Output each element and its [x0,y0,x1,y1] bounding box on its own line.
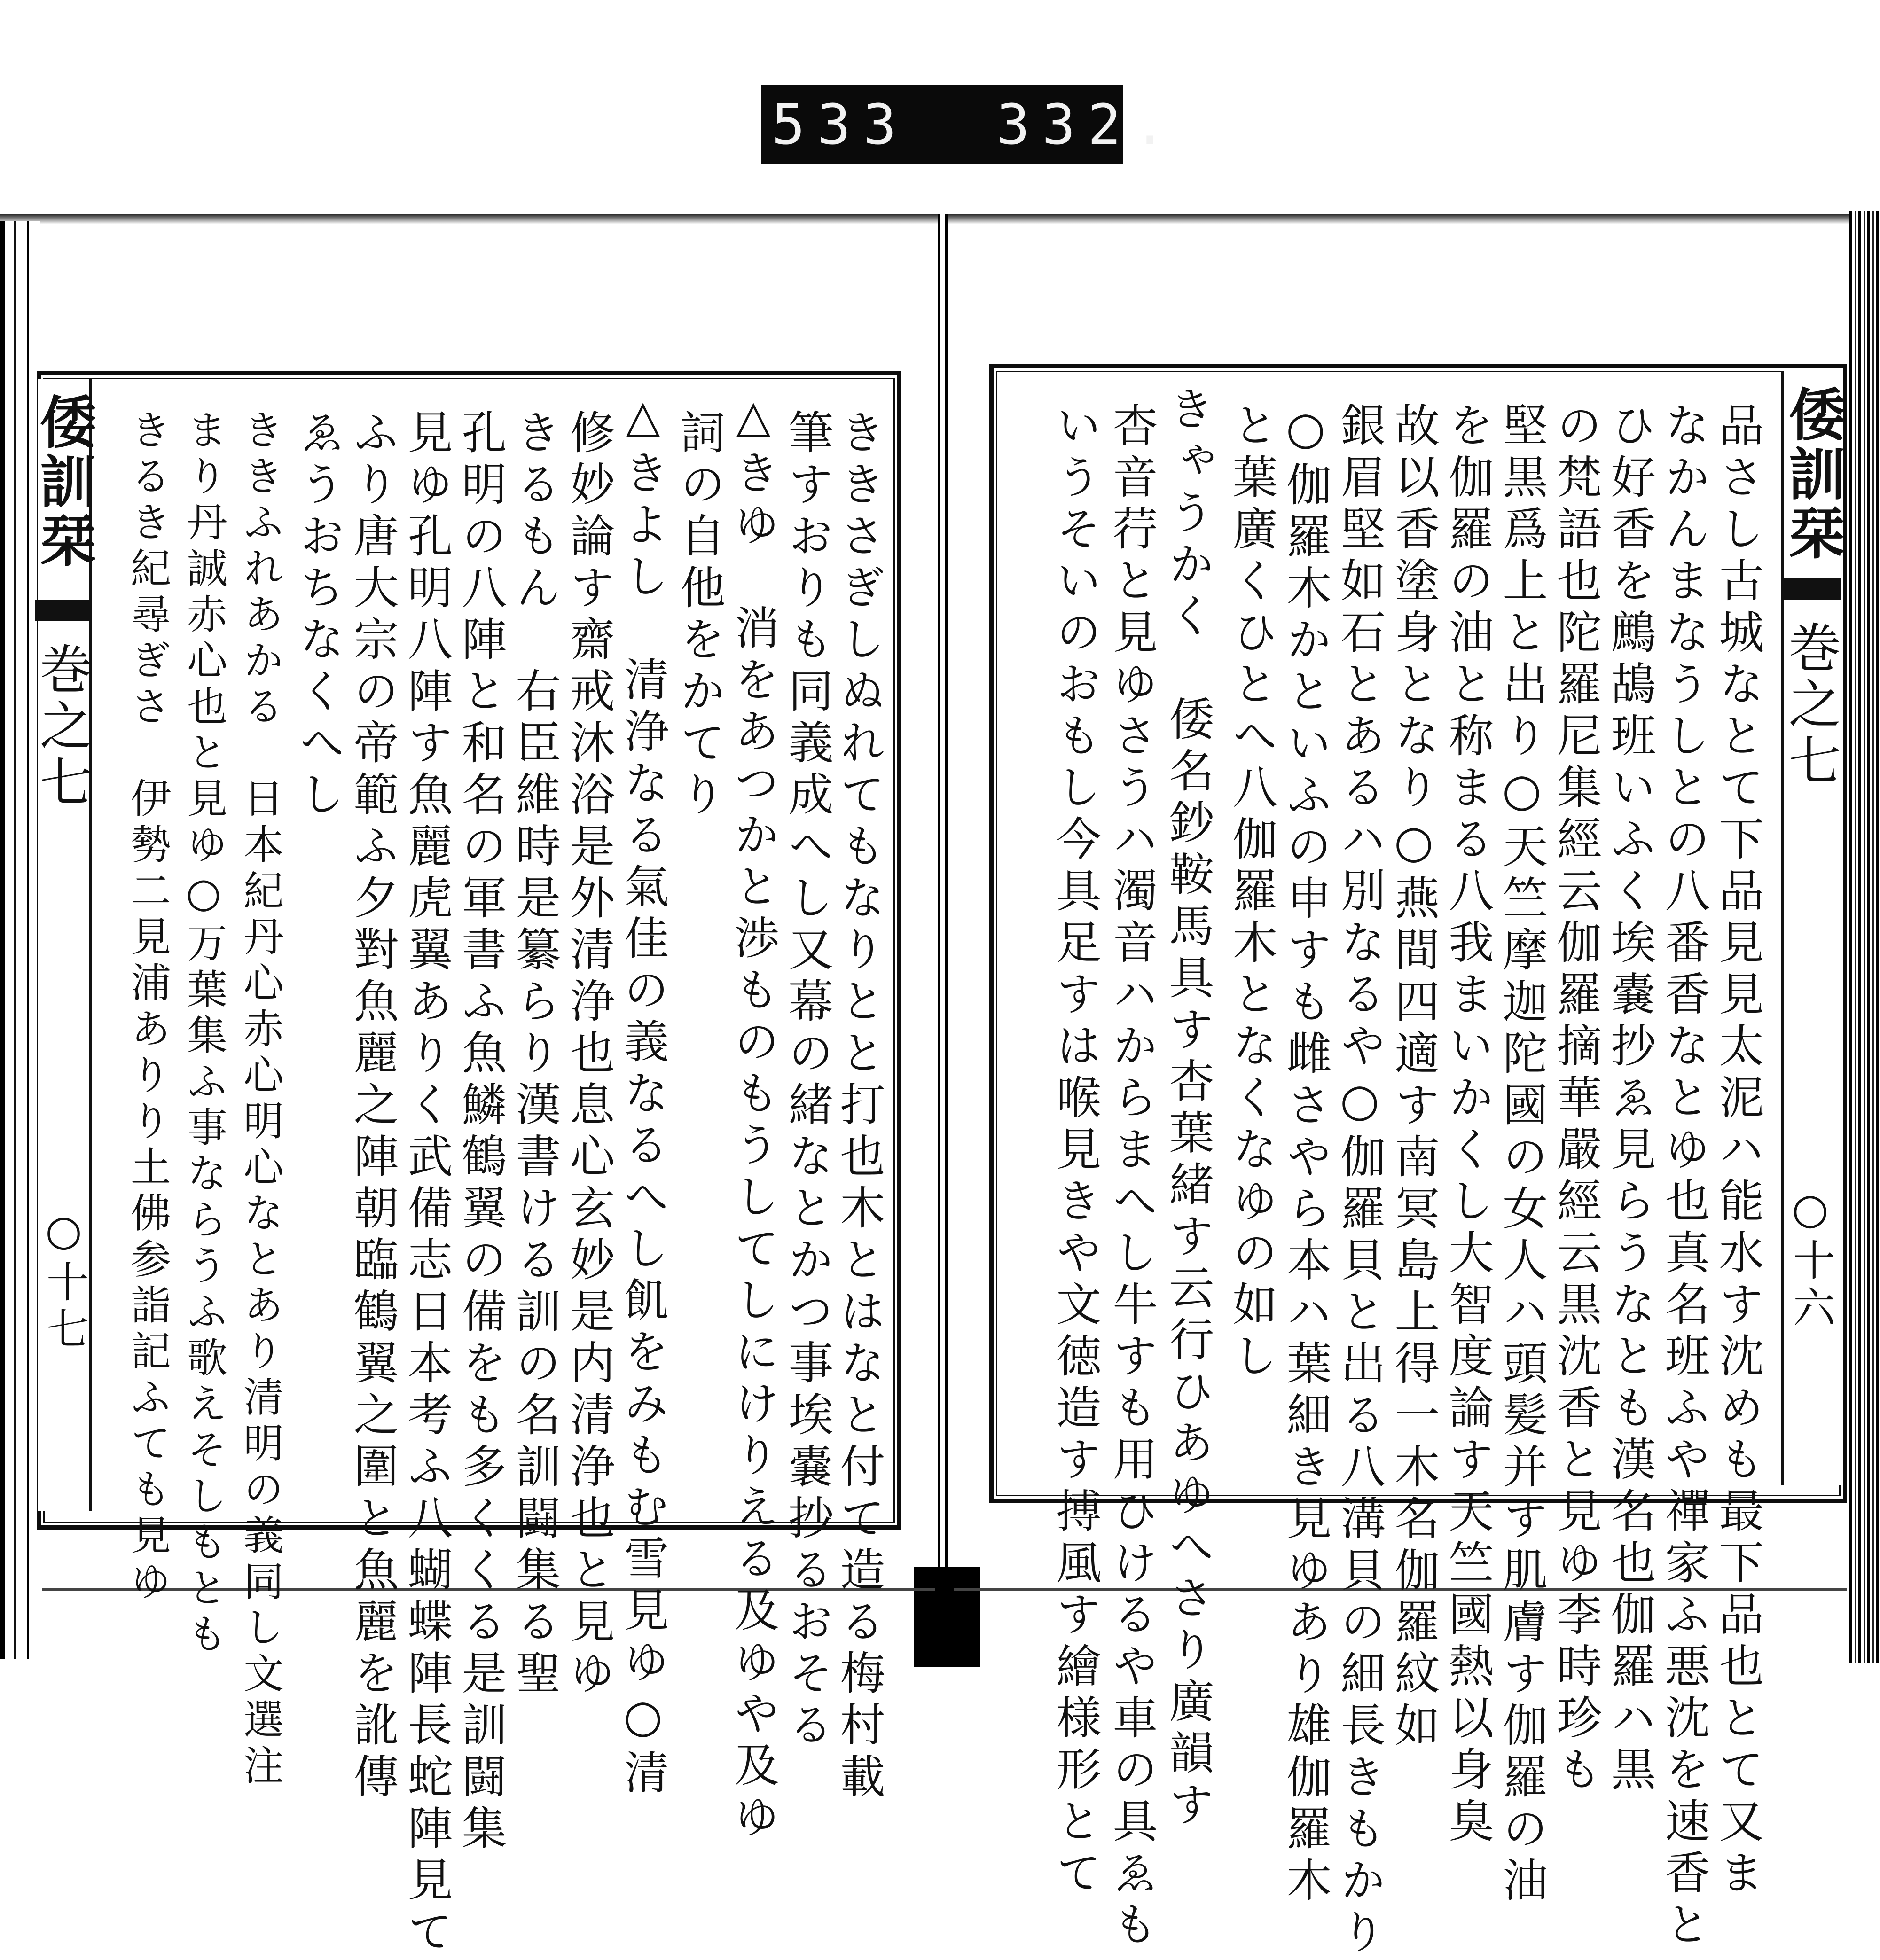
left-text-column: △きゆ 消をあつかと渉ものもうしてしにけりえる及ゆや及ゆ [727,390,780,1845]
left-text-column: 孔明の八陣と和名の軍書ふ魚鱗鶴翼の備をも多くくる是訓闘集 [454,409,507,1856]
right-text-column: 銀眉堅如石とあるハ別なるや○伽羅貝と出る八溝貝の細長きもかり [1333,402,1386,1960]
binding-clip [914,1567,980,1667]
book-gutter [938,214,948,1586]
right-text-column: なかんまなうしとの八番香なとゆ也真名班ふや禪家ふ悪沈を速香と [1658,402,1710,1952]
right-text-column: 杏音荇と見ゆさうハ濁音ハからまへし牛すも用ひけるや車の具ゑも [1105,402,1158,1952]
left-page-title: 倭訓栞 [31,393,97,570]
right-page-folio: ○十六 [1786,1184,1835,1332]
left-page-title-band [31,379,97,1511]
right-text-column: の梵語也陀羅尼集經云伽羅摘華嚴經云黒沈香と見ゆ李時珍も [1550,402,1602,1797]
left-text-column: 修妙論す齋戒沐浴是外清浄也息心玄妙是内清浄也と見ゆ [563,409,615,1701]
right-text-column: ひ好香を鷓鴣班いふく埃嚢抄ゑ見らうなとも漢名也伽羅ハ黒 [1604,402,1656,1797]
left-text-column: ききふれあかる 日本紀丹心赤心明心なとあり清明の義同し文選注 [236,409,283,1790]
right-text-column: を伽羅の油と称まる八我まいかくし大智度論す天竺國熱以身臭 [1441,402,1494,1849]
book-right-edge [1849,211,1880,1663]
left-text-column: ききさぎしぬれてもなりとと打也木とはなと付て造る梅村載 [833,409,885,1804]
left-text-column: ゑうおちなくへし [292,409,345,822]
right-title-marker [1784,578,1841,600]
right-text-column: いうそいのおもし今具足すは喉見きや文徳造す搏風す繪様形とて [1049,402,1102,1901]
right-text-column: 品さし古城なとて下品見見太泥ハ能水す沈めも最下品也とて又ま [1712,402,1764,1901]
right-page-chapter: 巻之七 [1780,620,1841,789]
right-page-title-band [1779,371,1846,1485]
left-text-column: きるもん 右臣維時是纂らり漢書ける訓の名訓闘集る聖 [509,409,561,1701]
left-text-column: 詞の自他をかてり [673,409,726,822]
right-text-column: ○伽羅木かといふの申すも雌さやら本ハ葉細き見ゆあり雄伽羅木 [1279,402,1332,1908]
left-text-column: 見ゆ孔明八陣す魚麗虎翼ありく武備志日本考ふ八蝴蝶陣長蛇陣見て [400,409,453,1960]
archive-number-plate [761,85,1179,164]
left-title-marker [35,600,92,621]
left-text-column: ふり唐大宗の帝範ふ夕對魚麗之陣朝臨鶴翼之圍と魚麗を訛傳 [346,409,399,1804]
right-text-column: 堅黒爲上と出り○天竺摩迦陀國の女人ハ頭髪并す肌膚す伽羅の油 [1496,402,1548,1908]
left-page-folio: ○十七 [39,1206,88,1354]
left-text-column: まり丹誠赤心也と見ゆ○万葉集ふ事ならうふ歌えそしもとも [180,409,227,1659]
left-text-column: きるき紀尋ぎさ 伊勢二見浦ありり土佛参詣記ふても見ゆ [124,409,171,1606]
right-text-column: と葉廣くひとへ八伽羅木となくなゆの如し [1225,402,1278,1384]
archive-number-right: 332. [996,92,1179,157]
left-text-column: △きよし 清浄なる氣佳の義なるへし飢をみもむ雪見ゆ○清 [617,390,669,1801]
right-text-column: きゃうかく 倭名鈔鞍馬具す杏葉緒す云行ひあゆへさり廣韻す [1162,385,1214,1833]
left-page-chapter: 巻之七 [31,642,92,811]
right-page-title: 倭訓栞 [1779,385,1846,563]
right-text-column: 故以香塗身となり○燕間四適す南冥島上得一木名伽羅紋如 [1387,402,1440,1753]
left-text-column: 筆すおりも同義成へし又幕の緒なとかつ事埃嚢抄るおそる [781,409,834,1753]
archive-number-left: 533 [772,92,909,157]
